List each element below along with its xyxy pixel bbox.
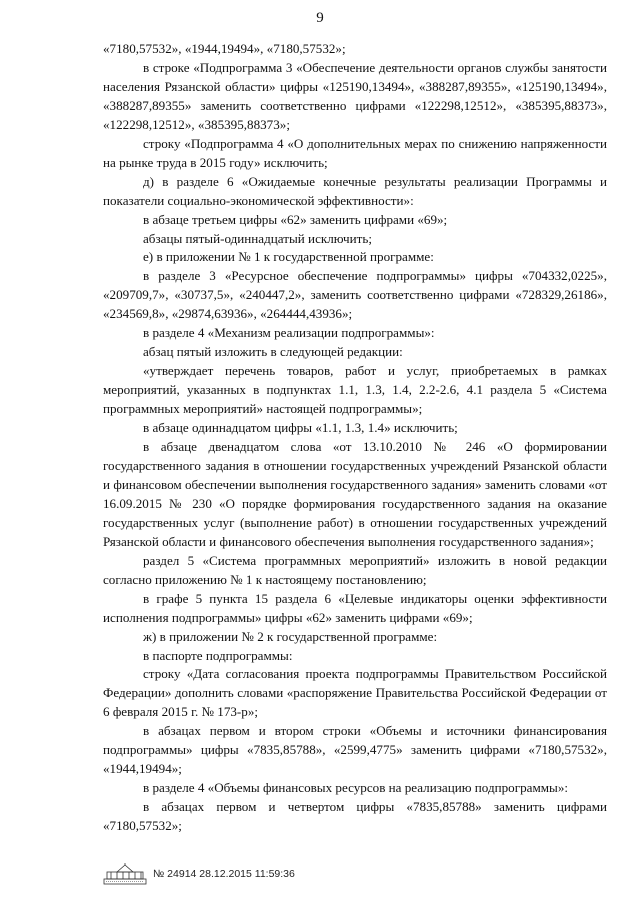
paragraph: в строке «Подпрограмма 3 «Обеспечение деятельности органов службы занятости населения Рязанской области» цифры «125190,13494», «388287,89355», «125190,13494», «388287,89355» заменить соответственно цифрами «122298,12512», «385395,88373», «122298,12512», «385395,88373»; [103,59,607,132]
paragraph: в абзацах первом и четвертом цифры «7835,85788» заменить цифрами «7180,57532»; [103,799,607,834]
paragraph: строку «Подпрограмма 4 «О дополнительных мерах по снижению напряженности на рынке труда в 2015 году» исключить; [103,135,607,170]
paragraph: в разделе 3 «Ресурсное обеспечение подпрограммы» цифры «704332,0225», «209709,7», «30737,5», «240447,2», заменить соответственно цифрами «728329,26186», «234569,8», «29874,63936», «264444,43936»; [103,268,607,322]
paragraph: «7180,57532», «1944,19494», «7180,57532»; [103,41,346,56]
document-footer [103,862,295,886]
paragraph: в абзаце двенадцатом слова «от 13.10.2010 № 246 «О формировании государственного задания в отношении государственных учреждений Рязанской области и финансовом обеспечении выполнения государственного задания» заменить словами «от 16.09.2015 № 230 «О порядке формирования государственного задания на оказание государственных услуг (выполнение работ) в отношении государственных учреждений Рязанской области и финансового обеспечения выполнения государственного задания»; [103,439,607,549]
paragraph: раздел 5 «Система программных мероприятий» изложить в новой редакции согласно приложению № 1 к настоящему постановлению; [103,552,607,587]
paragraph: в разделе 4 «Объемы финансовых ресурсов на реализацию подпрограммы»: [143,780,569,796]
paragraph: в графе 5 пункта 15 раздела 6 «Целевые индикаторы оценки эффективности исполнения подпрограммы» цифры «62» заменить цифрами «69»; [103,590,607,625]
paragraph: в абзацах первом и втором строки «Объемы и источники финансирования подпрограммы» цифры «7835,85788», «2599,4775» заменить цифрами «7180,57532», «1944,19494»; [103,723,607,777]
paragraph: в абзаце одиннадцатом цифры «1.1, 1.3, 1.4» исключить; [143,420,458,436]
paragraph: «утверждает перечень товаров, работ и услуг, приобретаемых в рамках мероприятий, указанных в подпунктах 1.1, 1.3, 1.4, 2.2-2.6, 4.1 раздела 5 «Система программных мероприятий» настоящей подпрограммы»; [103,363,607,417]
paragraph: абзацы пятый-одиннадцатый исключить; [143,230,372,246]
paragraph: строку «Дата согласования проекта подпрограммы Правительством Российской Федерации» дополнить словами «распоряжение Правительства Российской Федерации от 6 февраля 2015 г. № 173-р»; [103,666,607,720]
paragraph: в абзаце третьем цифры «62» заменить цифрами «69»; [143,211,448,227]
paragraph: е) в приложении № 1 к государственной программе: [143,249,434,265]
paragraph: в разделе 4 «Механизм реализации подпрограммы»: [143,325,435,341]
paragraph: д) в разделе 6 «Ожидаемые конечные результаты реализации Программы и показатели социально-экономической эффективности»: [103,173,607,208]
document-registration-stamp: № 24914 28.12.2015 11:59:36 [153,868,295,880]
paragraph: в паспорте подпрограммы: [143,647,293,663]
paragraph: абзац пятый изложить в следующей редакции: [143,344,403,360]
page-number: 9 [316,10,324,26]
document-seal-icon [103,862,147,886]
paragraph: ж) в приложении № 2 к государственной программе: [143,628,438,644]
document-body [103,40,607,836]
